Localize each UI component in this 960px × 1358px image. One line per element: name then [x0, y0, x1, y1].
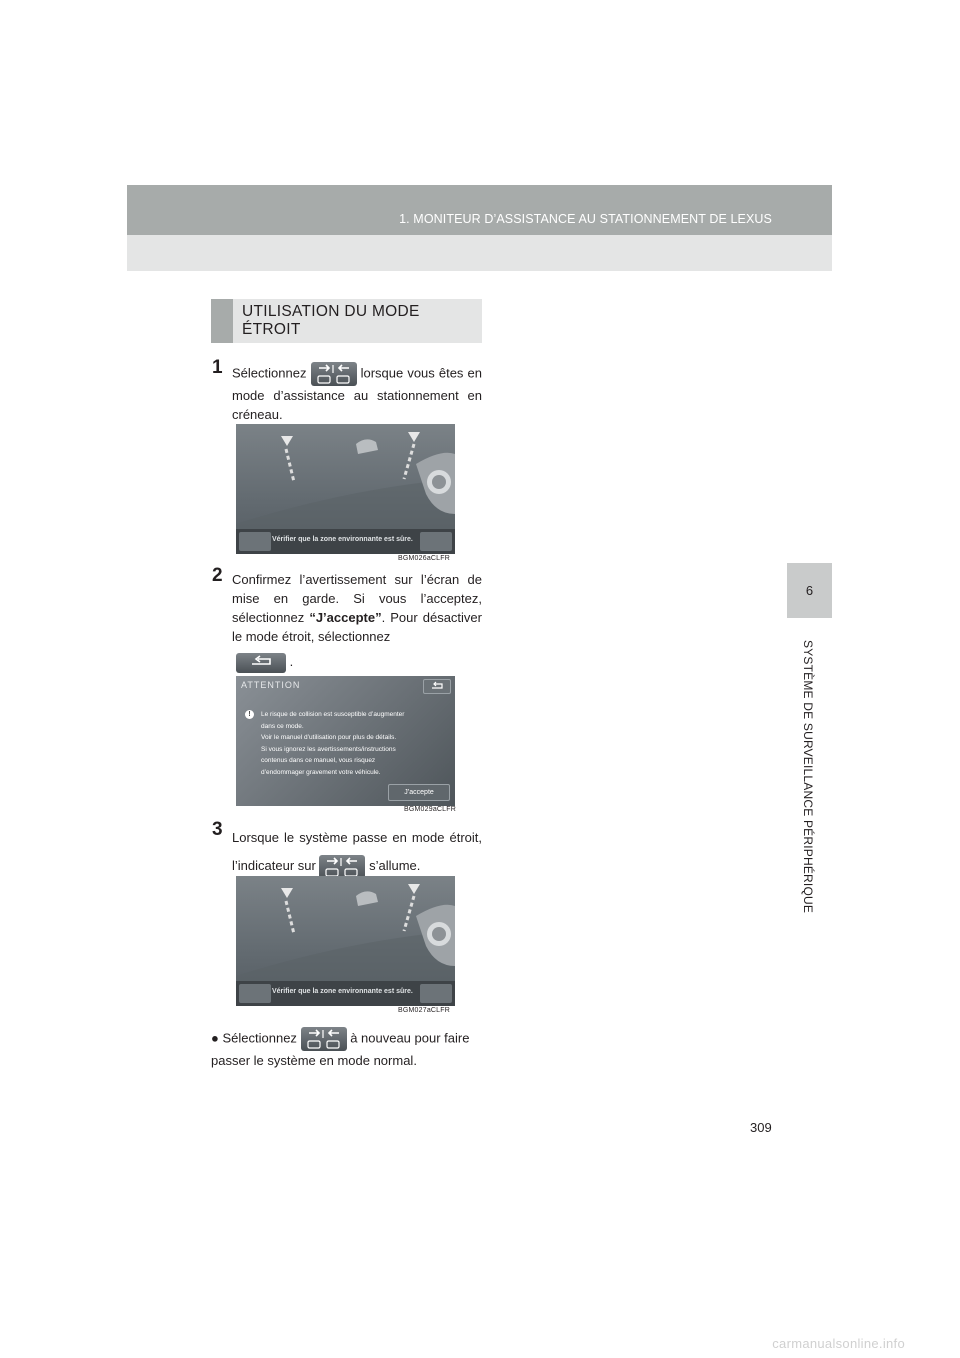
header-subband — [127, 235, 832, 271]
warning-icon: ! — [245, 710, 254, 719]
camera-screen-2 — [236, 876, 455, 1006]
section-title-line2: ÉTROIT — [242, 321, 301, 338]
camera-screen-1 — [236, 424, 455, 554]
accept-label: “J’accepte” — [309, 610, 382, 625]
step-number: 2 — [212, 565, 223, 586]
page-number: 309 — [750, 1120, 772, 1135]
section-heading — [211, 299, 482, 343]
figure-code: BGM027aCLFR — [398, 1007, 450, 1014]
step-2: 2 Confirmez l’avertissement sur l’écran de mise en garde. Si vous l’acceptez, sélectionnez “J’accepte”. Pour désactiver le mode étroit, sélectionnez . — [212, 570, 482, 673]
narrow-mode-icon — [319, 855, 365, 879]
back-arrow-icon — [236, 653, 286, 673]
back-button[interactable] — [423, 679, 451, 694]
step-3: 3 Lorsque le système passe en mode étroit, l’indicateur sur s’allume. — [212, 824, 482, 880]
screen-message: Vérifier que la zone environnante est sûre. — [272, 536, 413, 543]
step-number: 3 — [212, 819, 223, 840]
warning-header: ATTENTION — [241, 680, 301, 690]
narrow-mode-button[interactable] — [239, 532, 271, 551]
chapter-tab — [787, 563, 832, 618]
step-1: 1 Sélectionnez lorsque vous êtes en mode d’assistance au stationnement en créneau. — [212, 357, 482, 422]
screen-message: Vérifier que la zone environnante est sûre. — [272, 988, 413, 995]
bullet-symbol: ● — [211, 1030, 219, 1046]
narrow-mode-icon — [301, 1027, 347, 1051]
chapter-number: 6 — [805, 583, 814, 598]
figure-code: BGM026aCLFR — [398, 555, 450, 562]
header-band — [127, 185, 832, 235]
narrow-mode-button[interactable] — [239, 984, 271, 1003]
bullet-note: ● Sélectionnez à nouveau pour faire passer le système en mode normal. — [211, 1027, 486, 1070]
watermark: carmanualsonline.info — [772, 1336, 905, 1351]
step-number: 1 — [212, 357, 223, 378]
section-title-line1: UTILISATION DU MODE — [242, 303, 420, 320]
warning-body: Le risque de collision est susceptible d’augmenter dans ce mode. Voir le manuel d’utilisation pour plus de détails. Si vous ignorez les avertissements/instructions contenus dans ce manuel, vous risquez d’endommager gravement votre véhicule. — [261, 711, 405, 776]
figure-code: BGM029aCLFR — [404, 806, 456, 813]
chapter-side-title: SYSTÈME DE SURVEILLANCE PÉRIPHÉRIQUE — [801, 640, 815, 914]
narrow-mode-icon — [311, 362, 357, 386]
warning-screen — [236, 676, 455, 806]
accept-button[interactable]: J’accepte — [388, 784, 450, 801]
sensor-indicator[interactable] — [420, 984, 452, 1003]
header-title: 1. MONITEUR D’ASSISTANCE AU STATIONNEMENT DE LEXUS — [399, 212, 772, 226]
sensor-indicator[interactable] — [420, 532, 452, 551]
